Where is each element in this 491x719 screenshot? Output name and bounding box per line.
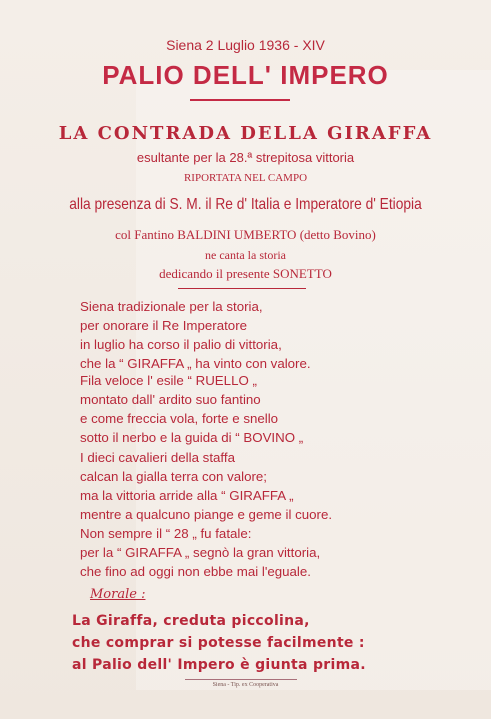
sonnet-divider xyxy=(178,288,306,289)
morale-label: Morale : xyxy=(90,587,146,602)
footer-divider xyxy=(185,679,297,680)
verse-line: I dieci cavalieri della staffa xyxy=(80,450,235,465)
story-line: ne canta la storia xyxy=(205,248,286,262)
title-divider xyxy=(190,99,290,101)
morale-line: La Giraffa, creduta piccolina, xyxy=(72,613,310,629)
place-date: Siena 2 Luglio 1936 - XIV xyxy=(166,37,325,53)
verse-line: per onorare il Re Imperatore xyxy=(80,318,248,333)
verse-line: Siena tradizionale per la storia, xyxy=(80,299,263,314)
jockey-line: col Fantino BALDINI UMBERTO (detto Bovino) xyxy=(115,227,376,242)
presence-line: alla presenza di S. M. il Re d' Italia e Imperatore d' Etiopia xyxy=(69,196,422,213)
verse-line: calcan la gialla terra con valore; xyxy=(80,469,267,484)
sonnet-stanza-2 xyxy=(80,371,303,447)
victory-line: esultante per la 28.ª strepitosa vittoria xyxy=(136,150,355,165)
verse-line: Fila veloce l' esile “ RUELLO „ xyxy=(80,373,257,388)
verse-line: mentre a qualcuno piange e geme il cuore. xyxy=(80,507,333,522)
printer-credit: Siena - Tip. ex Cooperativa xyxy=(212,682,279,688)
dedication-line: dedicando il presente SONETTO xyxy=(159,266,332,281)
sonnet-stanza-4 xyxy=(80,524,320,581)
verse-line: in luglio ha corso il palio di vittoria, xyxy=(80,337,282,352)
verse-line: montato dall' ardito suo fantino xyxy=(80,392,261,407)
verse-line: sotto il nerbo e la guida di “ BOVINO „ xyxy=(80,430,304,445)
sonnet-stanza-1 xyxy=(80,297,311,373)
morale-line: che comprar si potesse facilmente : xyxy=(72,635,365,651)
verse-line: ma la vittoria arride alla “ GIRAFFA „ xyxy=(80,488,294,503)
verse-line: che la “ GIRAFFA „ ha vinto con valore. xyxy=(80,356,311,371)
verse-line: Non sempre il “ 28 „ fu fatale: xyxy=(80,526,252,541)
verse-line: e come freccia vola, forte e snello xyxy=(80,411,279,426)
verse-line: che fino ad oggi non ebbe mai l'eguale. xyxy=(80,564,311,579)
page-title: PALIO DELL' IMPERO xyxy=(102,60,389,90)
morale-line: al Palio dell' Impero è giunta prima. xyxy=(72,657,366,673)
verse-line: per la “ GIRAFFA „ segnò la gran vittoria, xyxy=(80,545,321,560)
sonnet-stanza-3 xyxy=(80,448,332,524)
morale-text xyxy=(72,610,366,676)
contrada-heading: LA CONTRADA DELLA GIRAFFA xyxy=(58,123,433,144)
riportata-line: RIPORTATA NEL CAMPO xyxy=(183,172,308,184)
